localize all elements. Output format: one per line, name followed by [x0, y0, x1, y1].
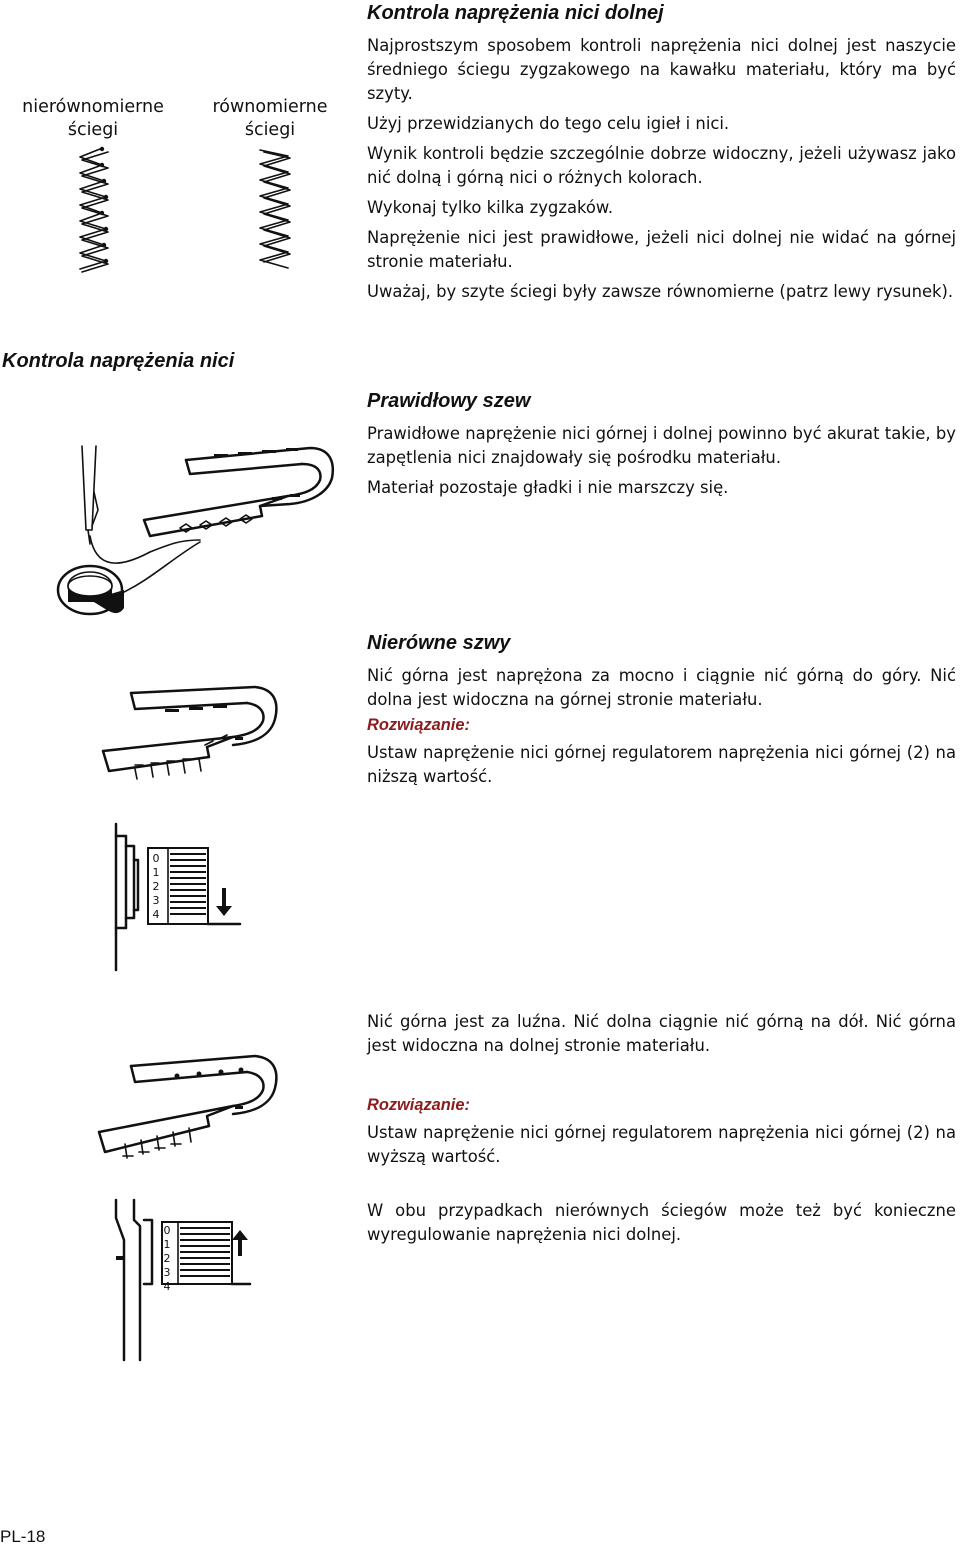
- bobbin-paragraph: Wynik kontroli będzie szczególnie dobrze widoczny, jeżeli używasz jako nić dolną i górną nici o różnych kolorach.: [367, 144, 956, 187]
- bobbin-paragraph: Wykonaj tylko kilka zygzaków.: [367, 198, 614, 217]
- thread-tension-heading: Kontrola naprężenia nici: [2, 350, 235, 372]
- bobbin-tension-heading: Kontrola naprężenia nici dolnej: [367, 2, 664, 24]
- correct-seam-illustration: [50, 440, 350, 640]
- dial-tick: 2: [152, 880, 160, 893]
- dial-tick: 3: [152, 894, 160, 907]
- dial-tick: 1: [152, 866, 160, 879]
- bobbin-paragraph: Uważaj, by szyte ściegi były zawsze równomierne (patrz lewy rysunek).: [367, 282, 954, 301]
- uneven-zigzag-stitches-illustration: [78, 145, 138, 275]
- too-tight-description: Nić górna jest naprężona za mocno i ciągnie nić górną do góry. Nić dolna jest widoczna na górnej stronie materiału.: [367, 666, 956, 709]
- dial-tick: 4: [152, 908, 160, 921]
- solution-label: Rozwiązanie:: [367, 716, 470, 734]
- tension-dial-higher-illustration: [110, 1200, 260, 1360]
- page-number: PL-18: [0, 1527, 46, 1546]
- too-loose-solution: Ustaw naprężenie nici górnej regulatorem naprężenia nici górnej (2) na wyższą wartość.: [367, 1123, 956, 1166]
- too-loose-seam-illustration: [95, 1052, 285, 1172]
- dial-tick: 1: [163, 1238, 171, 1251]
- dial-tick: 0: [152, 852, 160, 865]
- correct-seam-paragraph: Prawidłowe naprężenie nici górnej i dolnej powinno być akurat takie, by zapętlenia nici znajdowały się pośrodku materiału.: [367, 424, 956, 467]
- solution-label: Rozwiązanie:: [367, 1096, 470, 1114]
- dial-tick: 3: [163, 1266, 171, 1279]
- dial-scale-higher: [162, 1224, 172, 1294]
- bobbin-paragraph: Użyj przewidzianych do tego celu igieł i nici.: [367, 114, 730, 133]
- tension-dial-lower-illustration: [110, 822, 250, 972]
- too-tight-seam-illustration: [95, 685, 285, 805]
- correct-seam-paragraph: Materiał pozostaje gładki i nie marszczy się.: [367, 478, 729, 497]
- too-loose-description: Nić górna jest za luźna. Nić dolna ciągnie nić górną na dół. Nić górna jest widoczna na dolnej stronie materiału.: [367, 1012, 956, 1055]
- bobbin-paragraph: Najprostszym sposobem kontroli naprężenia nici dolnej jest naszycie średniego ściegu zygzakowego na kawałku materiału, który ma być szyty.: [367, 36, 956, 103]
- too-tight-solution: Ustaw naprężenie nici górnej regulatorem naprężenia nici górnej (2) na niższą wartość.: [367, 743, 956, 786]
- uneven-stitches-label: nierównomierne ściegi: [22, 97, 164, 140]
- bobbin-adjust-note: W obu przypadkach nierównych ściegów może też być konieczne wyregulowanie naprężenia nici dolnej.: [367, 1201, 956, 1244]
- bobbin-paragraph: Naprężenie nici jest prawidłowe, jeżeli nici dolnej nie widać na górnej stronie materiału.: [367, 228, 956, 271]
- dial-scale-lower: [151, 852, 161, 922]
- dial-tick: 4: [163, 1280, 171, 1293]
- uneven-seams-heading: Nierówne szwy: [367, 632, 511, 654]
- correct-seam-heading: Prawidłowy szew: [367, 390, 531, 412]
- even-zigzag-stitches-illustration: [258, 148, 308, 270]
- even-stitches-label: równomierne ściegi: [212, 97, 328, 140]
- dial-tick: 2: [163, 1252, 171, 1265]
- dial-tick: 0: [163, 1224, 171, 1237]
